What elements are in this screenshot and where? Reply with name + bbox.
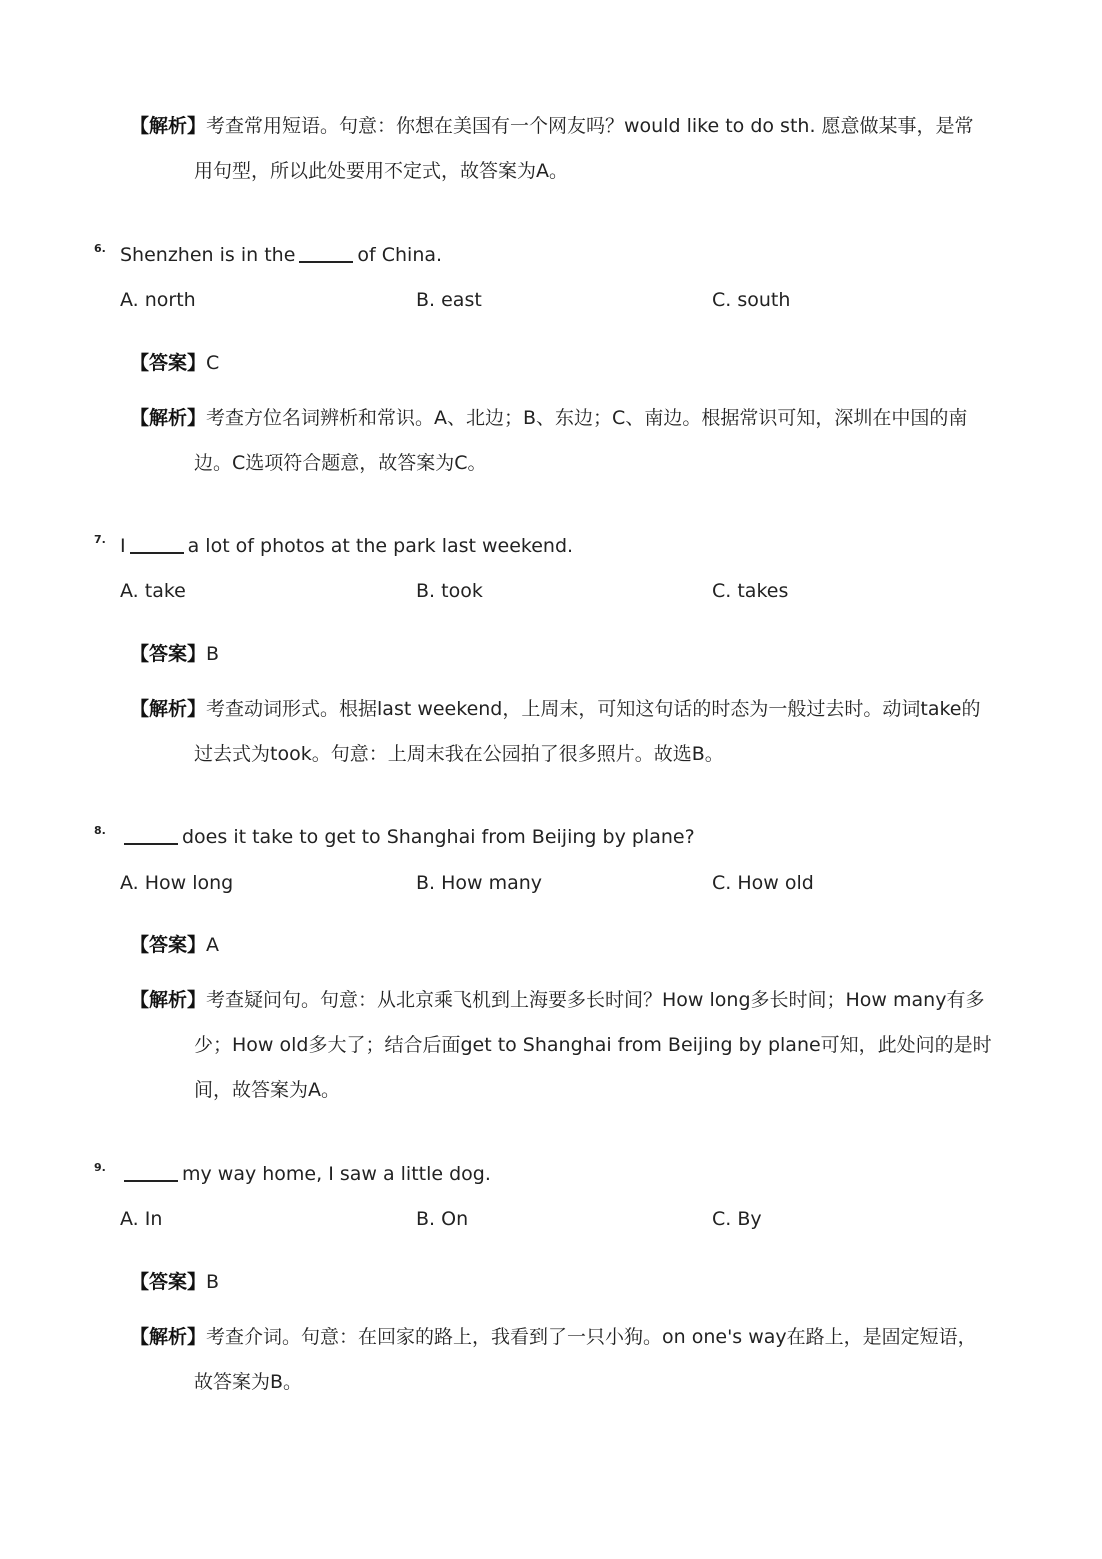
answer-line bbox=[130, 933, 219, 957]
q5-explanation-line-1 bbox=[130, 114, 974, 138]
answer-line bbox=[130, 351, 219, 375]
question-number: 6. bbox=[94, 242, 106, 255]
explanation-line: 故答案为B。 bbox=[194, 1371, 303, 1393]
question-stem: does it take to get to Shanghai from Beijing by plane? bbox=[120, 825, 695, 849]
option-c: C. takes bbox=[712, 580, 789, 602]
question-stem: I a lot of photos at the park last weekend. bbox=[120, 535, 574, 557]
explanation-label: 【解析】 bbox=[130, 115, 207, 137]
answer-blank bbox=[130, 538, 184, 554]
option-b: B. took bbox=[416, 580, 483, 602]
explanation-label: 【解析】 bbox=[130, 407, 207, 429]
question-stem: Shenzhen is in the of China. bbox=[120, 244, 443, 266]
question-number: 8. bbox=[94, 824, 106, 837]
option-a: A. take bbox=[120, 580, 186, 602]
q5-explanation-line-2: 用句型，所以此处要用不定式，故答案为A。 bbox=[194, 160, 568, 182]
explanation-line: 间，故答案为A。 bbox=[194, 1079, 340, 1101]
option-a: A. north bbox=[120, 289, 196, 311]
explanation-line: 【解析】考查方位名词辨析和常识。A、北边；B、东边；C、南边。根据常识可知，深圳在中国的南 bbox=[130, 407, 968, 429]
explanation-line: 边。C选项符合题意，故答案为C。 bbox=[194, 452, 487, 474]
option-a: A. In bbox=[120, 1208, 163, 1230]
answer-value: A bbox=[206, 934, 220, 956]
question-number: 7. bbox=[94, 533, 106, 546]
option-b: B. On bbox=[416, 1208, 469, 1230]
explanation-line: 过去式为took。句意：上周末我在公园拍了很多照片。故选B。 bbox=[194, 743, 724, 765]
explanation-line: 少；How old多大了；结合后面get to Shanghai from Beijing by plane可知，此处问的是时 bbox=[194, 1034, 992, 1056]
option-c: C. south bbox=[712, 289, 791, 311]
option-c: C. How old bbox=[712, 872, 814, 894]
answer-label: 【答案】 bbox=[130, 352, 207, 374]
explanation-line: 【解析】考查介词。句意：在回家的路上，我看到了一只小狗。on one's way在路上，是固定短语， bbox=[130, 1326, 977, 1348]
answer-value: B bbox=[206, 1271, 220, 1293]
explanation-line: 【解析】考查疑问句。句意：从北京乘飞机到上海要多长时间？How long多长时间；How many有多 bbox=[130, 989, 985, 1011]
explanation-label: 【解析】 bbox=[130, 989, 207, 1011]
explanation-text: 考查常用短语。句意：你想在美国有一个网友吗？would like to do sth. 愿意做某事，是常 bbox=[206, 115, 974, 137]
option-c: C. By bbox=[712, 1208, 762, 1230]
answer-value: B bbox=[206, 643, 220, 665]
option-a: A. How long bbox=[120, 872, 234, 894]
explanation-label: 【解析】 bbox=[130, 1326, 207, 1348]
answer-blank bbox=[124, 829, 178, 845]
explanation-label: 【解析】 bbox=[130, 698, 207, 720]
answer-blank bbox=[299, 247, 353, 263]
answer-value: C bbox=[206, 352, 220, 374]
answer-label: 【答案】 bbox=[130, 934, 207, 956]
answer-line bbox=[130, 642, 219, 666]
explanation-line: 【解析】考查动词形式。根据last weekend，上周末，可知这句话的时态为一般过去时。动词take的 bbox=[130, 698, 981, 720]
answer-blank bbox=[124, 1166, 178, 1182]
question-stem: my way home, I saw a little dog. bbox=[120, 1162, 491, 1186]
answer-label: 【答案】 bbox=[130, 643, 207, 665]
option-b: B. east bbox=[416, 289, 482, 311]
option-b: B. How many bbox=[416, 872, 543, 894]
answer-label: 【答案】 bbox=[130, 1271, 207, 1293]
question-number: 9. bbox=[94, 1161, 106, 1174]
answer-line bbox=[130, 1270, 219, 1294]
